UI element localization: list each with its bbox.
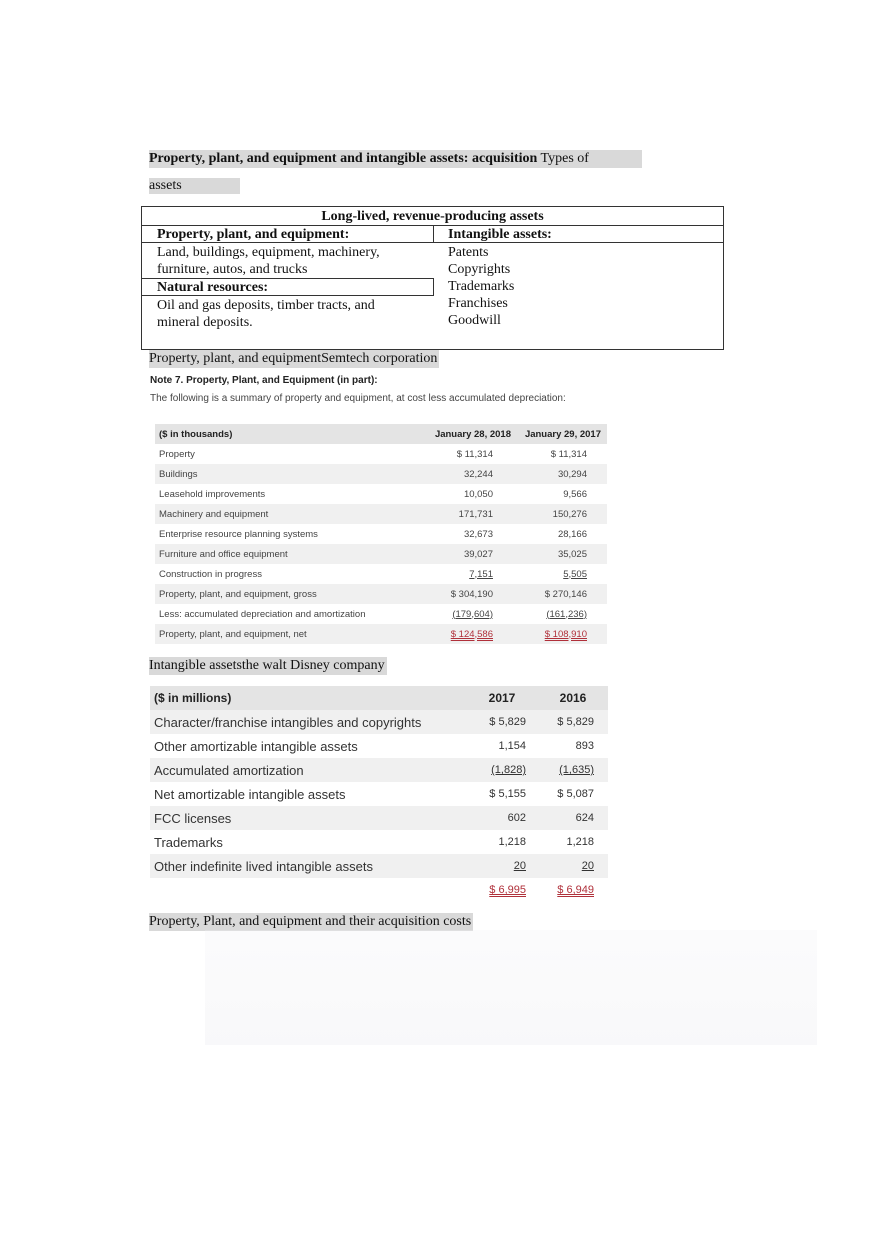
header-cell: 2017 bbox=[466, 686, 538, 710]
row-label: Net amortizable intangible assets bbox=[154, 786, 346, 802]
row-value: 1,218 bbox=[566, 836, 594, 848]
row-value: $ 124,586 bbox=[450, 628, 493, 640]
table-divider bbox=[142, 242, 723, 243]
natural-items-line1: Oil and gas deposits, timber tracts, and bbox=[157, 298, 375, 313]
row-value: 1,154 bbox=[498, 740, 526, 752]
header-cell: January 29, 2017 bbox=[515, 424, 607, 444]
section-heading bbox=[149, 150, 642, 168]
table-header-row bbox=[150, 686, 608, 710]
row-value: 30,294 bbox=[515, 464, 607, 484]
row-value: 20 bbox=[581, 860, 594, 872]
disney-caption: Intangible assetsthe walt Disney company bbox=[149, 658, 385, 673]
note-title: Note 7. Property, Plant, and Equipment (in part): bbox=[150, 375, 378, 386]
row-label: Character/franchise intangibles and copyrights bbox=[150, 710, 466, 734]
row-value: 20 bbox=[513, 860, 526, 872]
row-value: 32,673 bbox=[463, 528, 493, 540]
row-label: Construction in progress bbox=[159, 568, 262, 580]
row-value: 9,566 bbox=[563, 488, 587, 500]
row-value: 602 bbox=[466, 806, 538, 830]
table-row bbox=[150, 782, 608, 806]
row-value: (1,635) bbox=[559, 764, 594, 776]
row-value: $ 270,146 bbox=[515, 584, 607, 604]
ppe-items-line2: furniture, autos, and trucks bbox=[157, 262, 308, 277]
table-row bbox=[155, 504, 607, 524]
row-value: 171,731 bbox=[415, 504, 515, 524]
row-label: Property bbox=[159, 448, 195, 460]
row-value: (161,236) bbox=[546, 608, 587, 620]
row-value: $ 5,829 bbox=[538, 710, 608, 734]
table-row bbox=[150, 878, 608, 902]
row-value: 5,505 bbox=[563, 568, 587, 580]
row-value: $ 11,314 bbox=[456, 448, 493, 460]
section-heading-continued: assets bbox=[149, 178, 240, 194]
row-label: Accumulated amortization bbox=[150, 758, 466, 782]
intangible-item: Copyrights bbox=[448, 262, 511, 277]
row-value: $ 5,829 bbox=[466, 710, 538, 734]
table-row bbox=[155, 584, 607, 604]
row-label: Property, plant, and equipment, net bbox=[155, 624, 415, 644]
table-header-row bbox=[155, 424, 607, 444]
disney-excerpt bbox=[150, 686, 610, 902]
table-row bbox=[150, 854, 608, 878]
row-label: Furniture and office equipment bbox=[155, 544, 415, 564]
row-value: 28,166 bbox=[557, 528, 587, 540]
table-row bbox=[155, 624, 607, 644]
row-value: 624 bbox=[538, 806, 608, 830]
table-row bbox=[155, 484, 607, 504]
table-row bbox=[155, 604, 607, 624]
row-label: Leasehold improvements bbox=[159, 488, 266, 500]
intangible-item: Patents bbox=[448, 245, 489, 260]
table-row bbox=[155, 464, 607, 484]
scan-smudge bbox=[205, 930, 817, 1045]
row-value: 32,244 bbox=[415, 464, 515, 484]
table-row bbox=[150, 758, 608, 782]
row-value: 35,025 bbox=[515, 544, 607, 564]
intangible-item: Trademarks bbox=[448, 279, 515, 294]
assets-table-title: Long-lived, revenue-producing assets bbox=[321, 209, 544, 224]
row-label: Trademarks bbox=[154, 834, 223, 850]
row-value: 150,276 bbox=[515, 504, 607, 524]
semtech-excerpt bbox=[150, 375, 615, 640]
heading-rest: Types of bbox=[537, 151, 589, 166]
row-label: Property, plant, and equipment, gross bbox=[155, 584, 415, 604]
row-value: $ 6,995 bbox=[489, 884, 526, 896]
row-value: (179,604) bbox=[452, 608, 493, 620]
header-cell: 2016 bbox=[538, 686, 608, 710]
row-value: $ 6,949 bbox=[557, 884, 594, 896]
row-label: Less: accumulated depreciation and amortization bbox=[159, 608, 366, 620]
row-label: Machinery and equipment bbox=[155, 504, 415, 524]
row-label: Other amortizable intangible assets bbox=[154, 738, 358, 754]
heading-bold: Property, plant, and equipment and intangible assets: acquisition bbox=[149, 151, 538, 166]
table-row bbox=[155, 524, 607, 544]
row-value: $ 304,190 bbox=[415, 584, 515, 604]
table-row bbox=[155, 444, 607, 464]
row-value: 1,218 bbox=[498, 836, 526, 848]
intangible-header: Intangible assets: bbox=[448, 227, 552, 242]
header-cell: ($ in millions) bbox=[150, 686, 466, 710]
row-value: $ 108,910 bbox=[544, 628, 587, 640]
table-row bbox=[150, 734, 608, 758]
semtech-caption: Property, plant, and equipmentSemtech corporation bbox=[149, 351, 438, 366]
row-value: 10,050 bbox=[463, 488, 493, 500]
row-value: $ 11,314 bbox=[550, 448, 587, 460]
row-value: (1,828) bbox=[491, 764, 526, 776]
table-row bbox=[155, 564, 607, 584]
row-label bbox=[150, 878, 466, 902]
assets-types-table bbox=[141, 206, 724, 350]
intangible-item: Franchises bbox=[448, 296, 508, 311]
intangible-item: Goodwill bbox=[448, 313, 501, 328]
table-divider bbox=[142, 295, 433, 296]
natural-items-line2: mineral deposits. bbox=[157, 315, 253, 330]
row-value: 39,027 bbox=[415, 544, 515, 564]
table-column-divider bbox=[433, 278, 434, 296]
natural-resources-header: Natural resources: bbox=[157, 280, 269, 295]
table-row bbox=[150, 710, 608, 734]
row-value: 893 bbox=[575, 740, 594, 752]
table-row bbox=[150, 830, 608, 854]
row-label: Buildings bbox=[155, 464, 415, 484]
header-cell: ($ in thousands) bbox=[155, 424, 415, 444]
table-row bbox=[150, 806, 608, 830]
header-cell: January 28, 2018 bbox=[415, 424, 515, 444]
intangibles-table bbox=[150, 686, 608, 902]
ppe-table bbox=[155, 424, 607, 644]
row-value: 7,151 bbox=[469, 568, 493, 580]
table-row bbox=[155, 544, 607, 564]
row-value: $ 5,155 bbox=[489, 788, 526, 800]
final-caption: Property, Plant, and equipment and their acquisition costs bbox=[149, 914, 472, 929]
row-label: Other indefinite lived intangible assets bbox=[150, 854, 466, 878]
row-label: FCC licenses bbox=[150, 806, 466, 830]
note-intro: The following is a summary of property and equipment, at cost less accumulated depreciation: bbox=[150, 393, 566, 404]
ppe-header: Property, plant, and equipment: bbox=[157, 227, 350, 242]
ppe-items-line1: Land, buildings, equipment, machinery, bbox=[157, 245, 380, 260]
row-label: Enterprise resource planning systems bbox=[159, 528, 318, 540]
row-value: $ 5,087 bbox=[557, 788, 594, 800]
table-column-divider bbox=[433, 225, 434, 242]
